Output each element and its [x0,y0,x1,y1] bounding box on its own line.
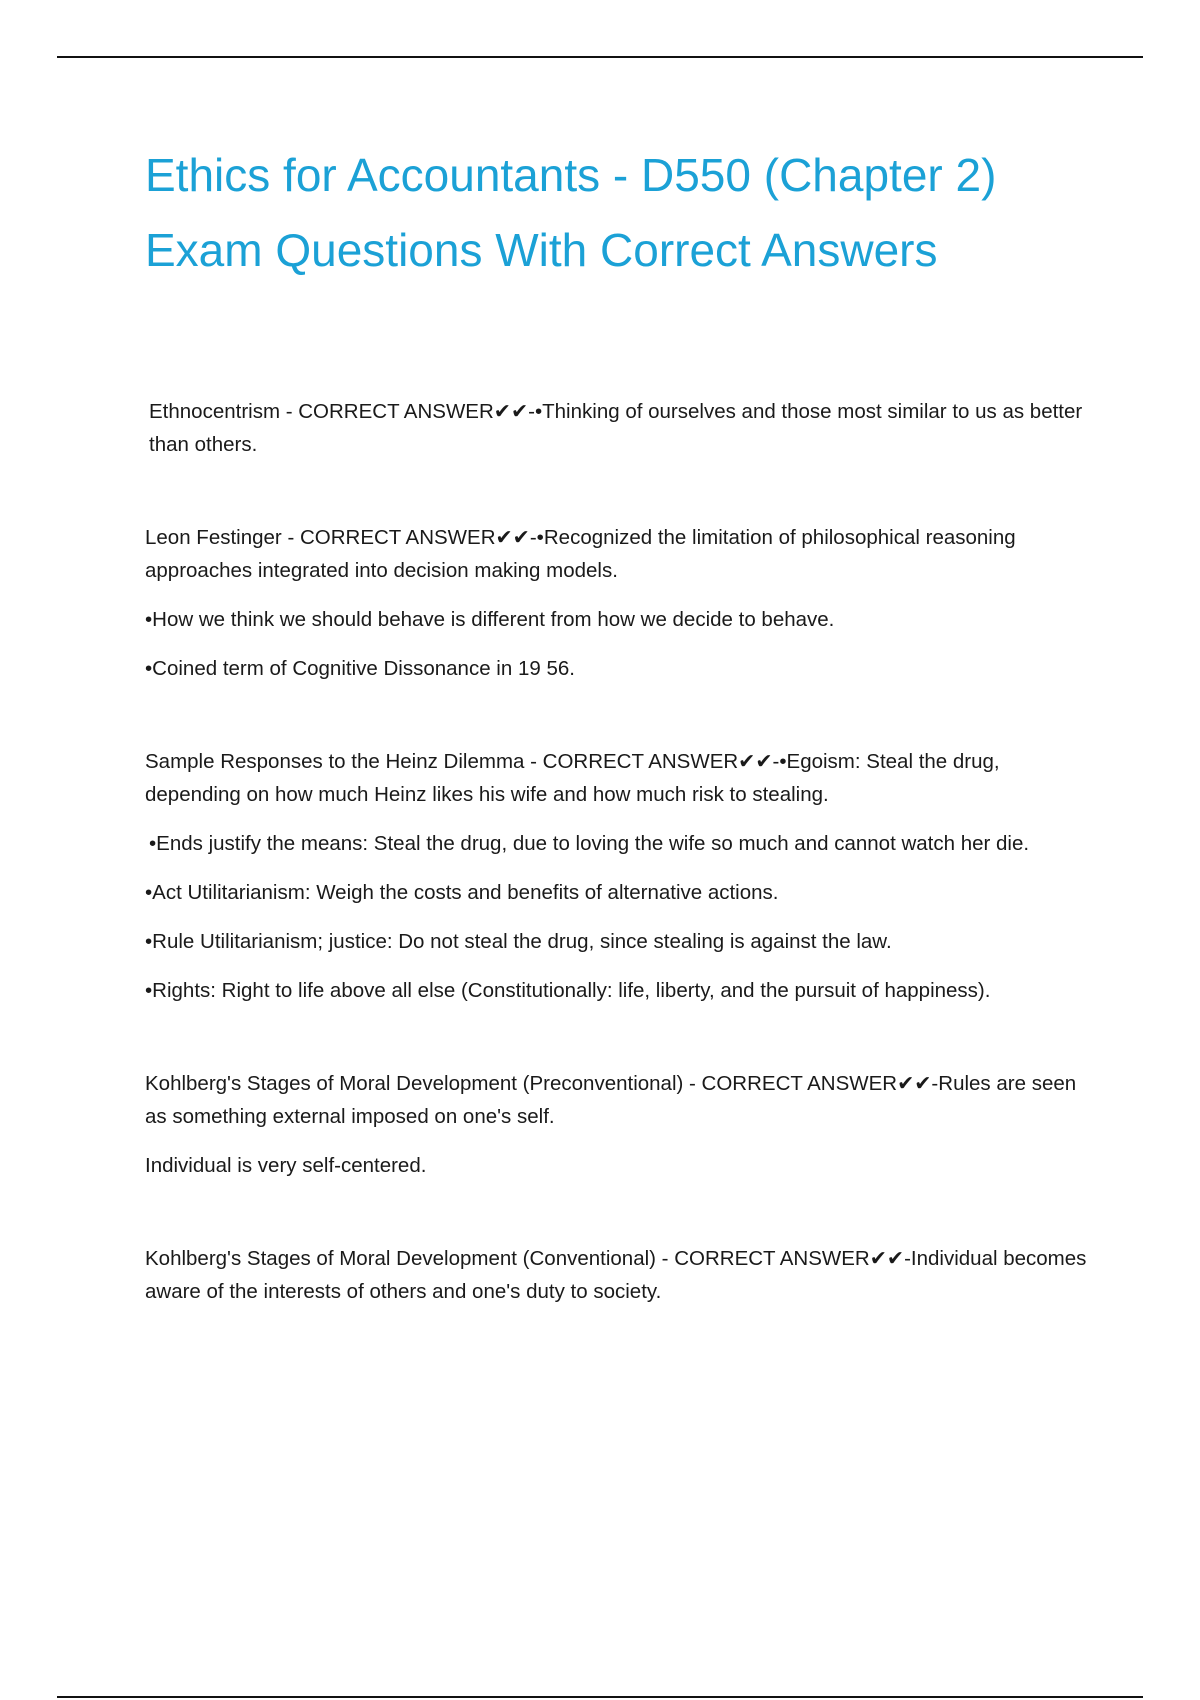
qa-answer-paragraph: Ethnocentrism - CORRECT ANSWER✔✔-•Thinking of ourselves and those most similar to us as better than others. [149,400,1083,456]
top-rule [57,56,1143,58]
qa-entry-kohlberg-preconventional [145,1067,1090,1182]
qa-entry-leon-festinger [145,521,1090,685]
document-title [145,138,1105,288]
qa-answer-bullet: •Rule Utilitarianism; justice: Do not steal the drug, since stealing is against the law. [145,930,892,953]
qa-answer-paragraph: Individual is very self-centered. [145,1154,427,1177]
qa-entry-kohlberg-conventional [145,1242,1090,1308]
document-title-line-1: Ethics for Accountants - D550 (Chapter 2) [145,149,997,201]
qa-list [145,395,1090,1368]
qa-answer-bullet: •Act Utilitarianism: Weigh the costs and benefits of alternative actions. [145,881,779,904]
qa-answer-paragraph: Kohlberg's Stages of Moral Development (Conventional) - CORRECT ANSWER✔✔-Individual becomes aware of the interests of others and one's duty to society. [145,1247,1087,1303]
qa-answer-bullet: •Coined term of Cognitive Dissonance in 19 56. [145,657,575,680]
qa-answer-paragraph: Sample Responses to the Heinz Dilemma - CORRECT ANSWER✔✔-•Egoism: Steal the drug, depending on how much Heinz likes his wife and how much risk to stealing. [145,750,1000,806]
qa-entry-heinz-dilemma [145,745,1090,1007]
qa-answer-paragraph: Kohlberg's Stages of Moral Development (Preconventional) - CORRECT ANSWER✔✔-Rules are seen as something external imposed on one's self. [145,1072,1077,1128]
document-title-line-2: Exam Questions With Correct Answers [145,224,938,276]
qa-entry-ethnocentrism [145,395,1090,461]
qa-answer-bullet: •Ends justify the means: Steal the drug, due to loving the wife so much and cannot watch her die. [149,832,1030,855]
qa-answer-paragraph: Leon Festinger - CORRECT ANSWER✔✔-•Recognized the limitation of philosophical reasoning approaches integrated into decision making models. [145,526,1016,582]
qa-answer-bullet: •How we think we should behave is different from how we decide to behave. [145,608,835,631]
qa-answer-bullet: •Rights: Right to life above all else (Constitutionally: life, liberty, and the pursuit of happiness). [145,979,991,1002]
bottom-rule [57,1696,1143,1698]
